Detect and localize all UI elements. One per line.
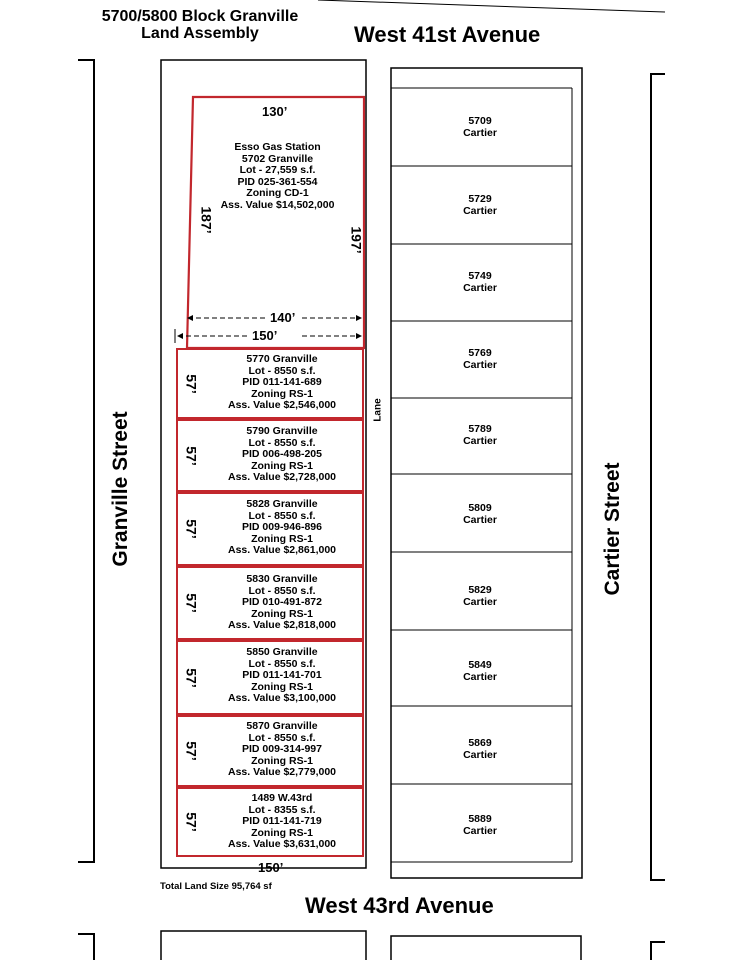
esso-dim-150: 150’ <box>252 328 278 343</box>
lot-pid: PID 011-141-701 <box>242 669 322 681</box>
lot-size: Lot - 8550 s.f. <box>248 657 316 670</box>
cartier-lot-street: Cartier <box>463 825 497 837</box>
granville-lot-7 <box>176 787 364 857</box>
cartier-lot-10 <box>391 813 569 837</box>
map-title <box>70 8 330 42</box>
lot-address: 5830 Granville <box>246 573 318 585</box>
cartier-lot-street: Cartier <box>463 596 497 608</box>
lot-width-label: 57’ <box>183 593 200 613</box>
street-north: West 41st Avenue <box>354 22 541 47</box>
total-land-size: Total Land Size 95,764 sf <box>160 881 272 892</box>
lot-width-label: 57’ <box>183 445 200 466</box>
lot-pid: PID 006-498-205 <box>242 448 322 460</box>
lot-pid: PID 011-141-689 <box>242 376 322 388</box>
lot-zoning: Zoning RS-1 <box>251 680 313 693</box>
lot-size: Lot - 8550 s.f. <box>248 584 316 597</box>
bottom-dim: 150’ <box>258 860 284 875</box>
lane-label: Lane <box>372 398 384 422</box>
lot-value: Ass. Value $2,818,000 <box>228 619 336 631</box>
cartier-lot-number: 5789 <box>468 423 492 435</box>
lot-size: Lot - 8550 s.f. <box>248 731 316 744</box>
cartier-lot-6 <box>391 502 569 526</box>
cartier-lot-street: Cartier <box>463 282 497 294</box>
esso-dim-left: 187’ <box>198 206 215 234</box>
lot-value: Ass. Value $3,631,000 <box>228 838 336 850</box>
cartier-lot-number: 5809 <box>468 502 492 514</box>
esso-dim-top: 130’ <box>262 104 288 119</box>
lot-value: Ass. Value $3,100,000 <box>228 692 336 704</box>
cartier-lot-number: 5829 <box>468 584 492 596</box>
granville-lot-2 <box>176 419 364 492</box>
title-line-1: 5700/5800 Block Granville <box>101 8 299 25</box>
lot-zoning: Zoning RS-1 <box>251 754 313 767</box>
cartier-lot-1 <box>391 115 569 139</box>
cartier-lot-number: 5849 <box>468 659 492 671</box>
cartier-lot-street: Cartier <box>463 514 497 526</box>
cartier-lot-7 <box>391 584 569 608</box>
lot-pid: PID 010-491-872 <box>242 596 322 608</box>
cartier-lots <box>391 0 572 960</box>
cartier-lot-8 <box>391 659 569 683</box>
granville-lot-3 <box>176 492 364 566</box>
esso-dim-140: 140’ <box>270 310 296 325</box>
cartier-lot-number: 5749 <box>468 270 492 282</box>
lot-width-label: 57’ <box>183 519 200 539</box>
lot-width-label: 57’ <box>183 741 200 761</box>
street-south: West 43rd Avenue <box>305 893 494 918</box>
cartier-lot-5 <box>391 423 569 447</box>
granville-lot-5 <box>176 640 364 715</box>
granville-lot-1 <box>176 348 364 419</box>
esso-lot: Lot - 27,559 s.f. <box>239 164 316 176</box>
lot-zoning: Zoning RS-1 <box>251 826 313 839</box>
lot-pid: PID 009-314-997 <box>242 743 322 755</box>
lot-size: Lot - 8550 s.f. <box>248 509 316 522</box>
lot-width-label: 57’ <box>183 812 200 832</box>
cartier-lot-street: Cartier <box>463 671 497 683</box>
esso-info <box>195 142 360 211</box>
cartier-lot-street: Cartier <box>463 749 497 761</box>
granville-lot-4 <box>176 566 364 640</box>
cartier-lot-3 <box>391 270 569 294</box>
cartier-lot-9 <box>391 737 569 761</box>
lot-width-label: 57’ <box>183 373 200 394</box>
street-east: Cartier Street <box>601 462 624 596</box>
lot-pid: PID 009-946-896 <box>242 521 322 533</box>
lot-zoning: Zoning RS-1 <box>251 532 313 545</box>
cartier-lot-2 <box>391 193 569 217</box>
lot-width-label: 57’ <box>183 667 200 688</box>
lot-zoning: Zoning RS-1 <box>251 607 313 620</box>
cartier-lot-number: 5889 <box>468 813 492 825</box>
cartier-lot-street: Cartier <box>463 127 497 139</box>
esso-address: 5702 Granville <box>241 152 314 165</box>
cartier-lot-number: 5729 <box>468 193 492 205</box>
cartier-lot-street: Cartier <box>463 205 497 217</box>
cartier-lot-number: 5709 <box>468 115 492 127</box>
lot-address: 1489 W.43rd <box>251 792 313 804</box>
granville-lot-6 <box>176 715 364 787</box>
lot-pid: PID 011-141-719 <box>242 815 322 827</box>
lot-address: 5850 Granville <box>246 646 318 658</box>
esso-zoning: Zoning CD-1 <box>246 187 309 199</box>
lot-address: 5828 Granville <box>246 498 318 510</box>
lot-address: 5790 Granville <box>246 425 318 437</box>
lot-value: Ass. Value $2,546,000 <box>228 399 336 411</box>
lot-value: Ass. Value $2,728,000 <box>228 471 336 483</box>
lot-value: Ass. Value $2,779,000 <box>228 766 336 778</box>
cartier-lot-number: 5869 <box>468 737 492 749</box>
lot-address: 5770 Granville <box>246 353 318 365</box>
lot-size: Lot - 8355 s.f. <box>248 803 316 816</box>
lot-size: Lot - 8550 s.f. <box>248 364 316 377</box>
title-line-2: Land Assembly <box>141 25 259 42</box>
esso-pid: PID 025-361-554 <box>237 175 318 188</box>
lot-size: Lot - 8550 s.f. <box>248 436 316 449</box>
cartier-lot-street: Cartier <box>463 359 497 371</box>
esso-name: Esso Gas Station <box>234 141 321 153</box>
lot-zoning: Zoning RS-1 <box>251 459 313 472</box>
esso-dim-right: 197’ <box>348 226 365 254</box>
cartier-lot-number: 5769 <box>468 347 492 359</box>
lot-value: Ass. Value $2,861,000 <box>228 544 336 556</box>
cartier-lot-4 <box>391 347 569 371</box>
lot-address: 5870 Granville <box>246 720 318 732</box>
esso-value: Ass. Value $14,502,000 <box>220 198 335 211</box>
cartier-lot-street: Cartier <box>463 435 497 447</box>
lot-zoning: Zoning RS-1 <box>251 387 313 400</box>
street-west: Granville Street <box>109 411 132 567</box>
